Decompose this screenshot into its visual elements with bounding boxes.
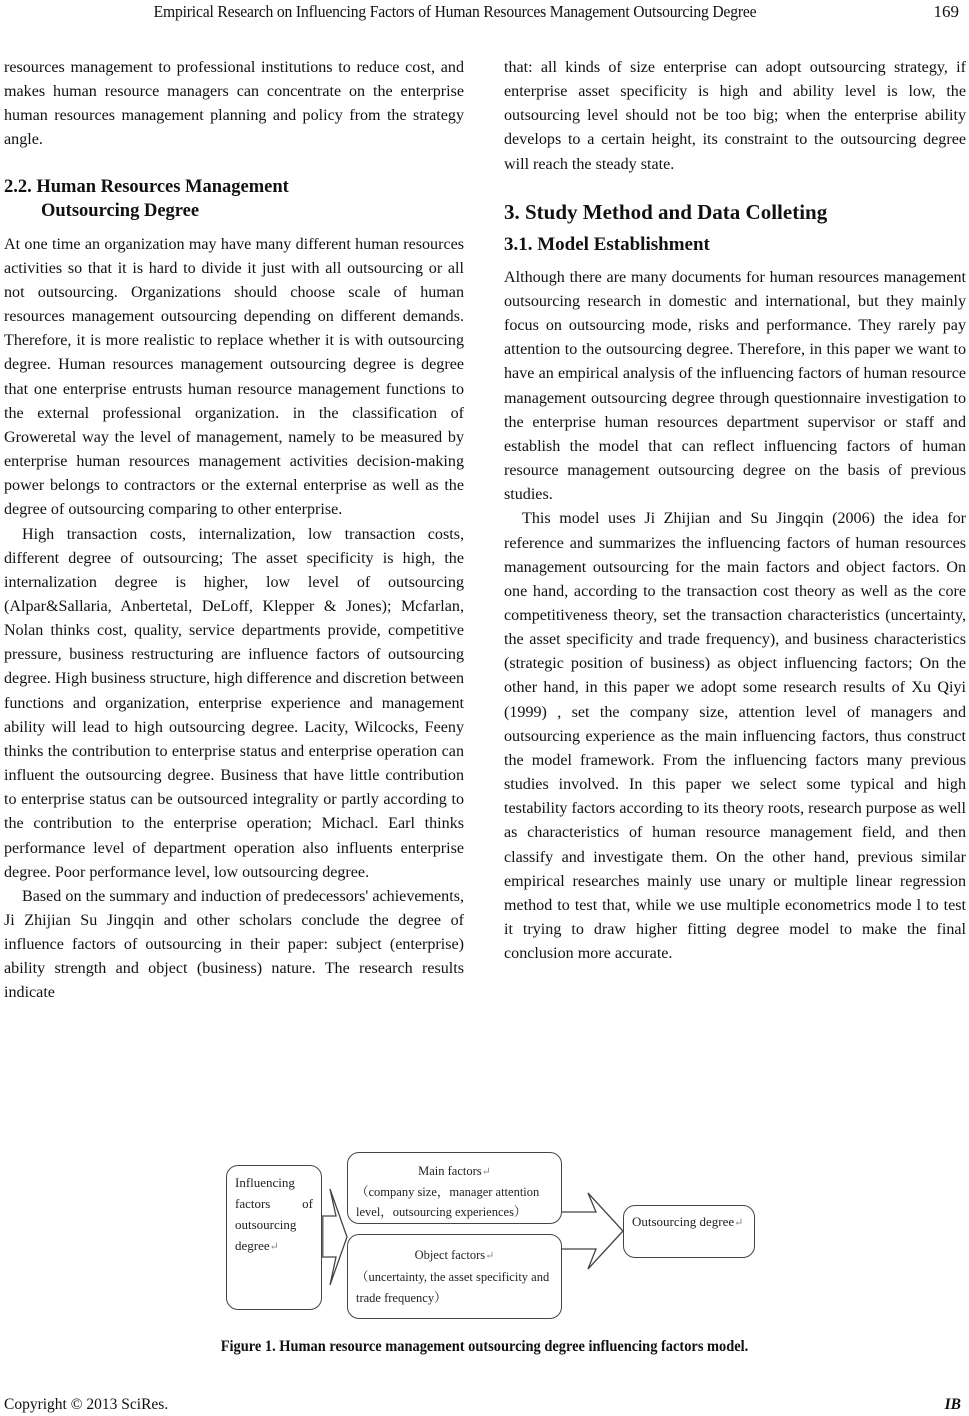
- right-column: [504, 56, 966, 966]
- object-factors-detail: （uncertainty, the asset specificity and trade frequency）: [356, 1270, 550, 1305]
- paragraph: High transaction costs, internalization, low transaction costs, different degree of outsourcing; The asset specificity is high, the internalization degree is higher, low level of outsourcing (Alpar&Sallaria, Anbertetal, DeLoff, Klepper & Jones); Mcfarlan, Nolan thinks cost, quality, service departments provide, competitive pressure, business restructuring are influence factors of outsourcing degree. High business structure, high difference and discretion between functions and organization, enterprise experience and management ability will lead to high outsourcing degree. Lacity, Wilcocks, Feeny thinks the contribution to enterprise status and enterprise operation can influent the outsourcing degree. Business that have little contribution to enterprise status can be outsourced integrality or partly according to the contribution to the enterprise operation; Michacl. Earl thinks performance level of department operation also influents enterprise degree. Poor performance level, low outsourcing degree.: [4, 525, 465, 881]
- figure-1-model-diagram: [218, 1149, 758, 1322]
- main-factors-detail: （company size，manager attention level，outsourcing experiences）: [356, 1185, 540, 1219]
- paragraph-mark-icon: ↵: [734, 1217, 744, 1229]
- main-factors-box: [347, 1152, 562, 1224]
- intro-paragraph: resources management to professional institutions to reduce cost, and makes human resource managers can concentrate on the enterprise human resources management planning and policy from the strategy angle.: [4, 59, 464, 149]
- section-2-2-heading-line2: Outsourcing Degree: [41, 200, 200, 221]
- object-factors-title: Object factors: [414, 1248, 486, 1262]
- figure-caption: Figure 1. Human resource management outsourcing degree influencing factors model.: [220, 1338, 749, 1355]
- paragraph-mark-icon: ↵: [485, 1250, 495, 1262]
- object-factors-box: [347, 1234, 562, 1319]
- page-number: 169: [933, 2, 959, 21]
- main-factors-title: Main factors: [418, 1164, 482, 1178]
- paragraph: Although there are many documents for human resources management outsourcing research in domestic and international, but they mainly focus on outsourcing mode, risks and performance. They rarely pay attention to the outsourcing degree. Therefore, in this paper we want to have an empirical analysis of the influencing factors of human resource management outsourcing degree through questionnaire investigation to the enterprise human resources department supervisor or staff and establish the model that can reflect influencing factors of human resource management outsourcing degree on the basis of previous studies.: [504, 268, 966, 504]
- section-2-2-heading-line1: 2.2. Human Resources Management: [4, 176, 289, 197]
- outsourcing-degree-label: Outsourcing degree: [632, 1214, 735, 1229]
- left-column: [4, 56, 464, 1006]
- running-title: Empirical Research on Influencing Factors of Human Resources Management Outsourcing Degree: [153, 2, 757, 21]
- influencing-factors-label: Influencing factors of outsourcing degree: [235, 1175, 313, 1253]
- running-header: [0, 2, 969, 24]
- arrow-influencing-to-factors: [322, 1189, 347, 1285]
- outsourcing-degree-box: [623, 1205, 755, 1258]
- section-3-1-heading: 3.1. Model Establishment: [504, 233, 710, 255]
- influencing-factors-box: [226, 1165, 322, 1310]
- paragraph: At one time an organization may have many different human resources activities so that it is hard to divide it just with all outsourcing or all not outsourcing. Organizations should choose scale of human resources management outsourcing depending on different demands. Therefore, it is more realistic to replace whether it is with outsourcing degree. Human resources management outsourcing degree is degree that one enterprise entrusts human resource management functions to the external professional organization. in the classification of Groweretal way the level of management, namely to be measured by enterprise human resources management activities decision-making power belongs to contractors or the external enterprise as well as the degree of outsourcing comparing to other enterprise.: [4, 235, 464, 519]
- continued-paragraph: that: all kinds of size enterprise can adopt outsourcing strategy, if enterprise asset specificity is high and ability level is low, the outsourcing level should not be too big; when the enterprise ability develops to a certain height, its constraint to the outsourcing degree will reach the steady state.: [504, 59, 966, 173]
- paragraph: This model uses Ji Zhijian and Su Jingqin (2006) the idea for reference and summarizes the influencing factors of human resources management outsourcing for the main factors and object factors. On one hand, according to the transaction cost theory as well as the core competitiveness theory, set the transaction characteristics (uncertainty, the asset specificity and trade frequency), and business characteristics (strategic position of business) as object influencing factors; On the other hand, in this paper we adopt some research results of Xu Qiyi (1999) , set the company size, attention level of managers and outsourcing experience as the main influencing factors, thus construct the model framework. From the influencing factors many previous studies involved. In this paper we select some typical and high testability factors according to its theory roots, research purpose as well as characteristics of human resource management field, and then classify and investigate them. On the other hand, previous similar empirical researches mainly use unary or multiple linear regression method to test that, while we use multiple econometrics mode l to test it trying to draw higher fitting degree model to make the final conclusion more accurate.: [504, 510, 966, 963]
- paragraph-mark-icon: ↵: [269, 1241, 279, 1253]
- paragraph-mark-icon: ↵: [481, 1166, 491, 1178]
- journal-abbreviation: IB: [944, 1396, 961, 1413]
- section-2-2-heading: [4, 175, 464, 223]
- paragraph: Based on the summary and induction of predecessors' achievements, Ji Zhijian Su Jingqin and other scholars conclude the degree of influence factors of outsourcing in their paper: subject (enterprise) ability strength and object (business) nature. The research results indicate: [4, 887, 464, 1002]
- copyright-notice: Copyright © 2013 SciRes.: [4, 1396, 169, 1413]
- arrow-main-to-outcome: [562, 1193, 623, 1269]
- section-3-heading: 3. Study Method and Data Colleting: [504, 199, 828, 224]
